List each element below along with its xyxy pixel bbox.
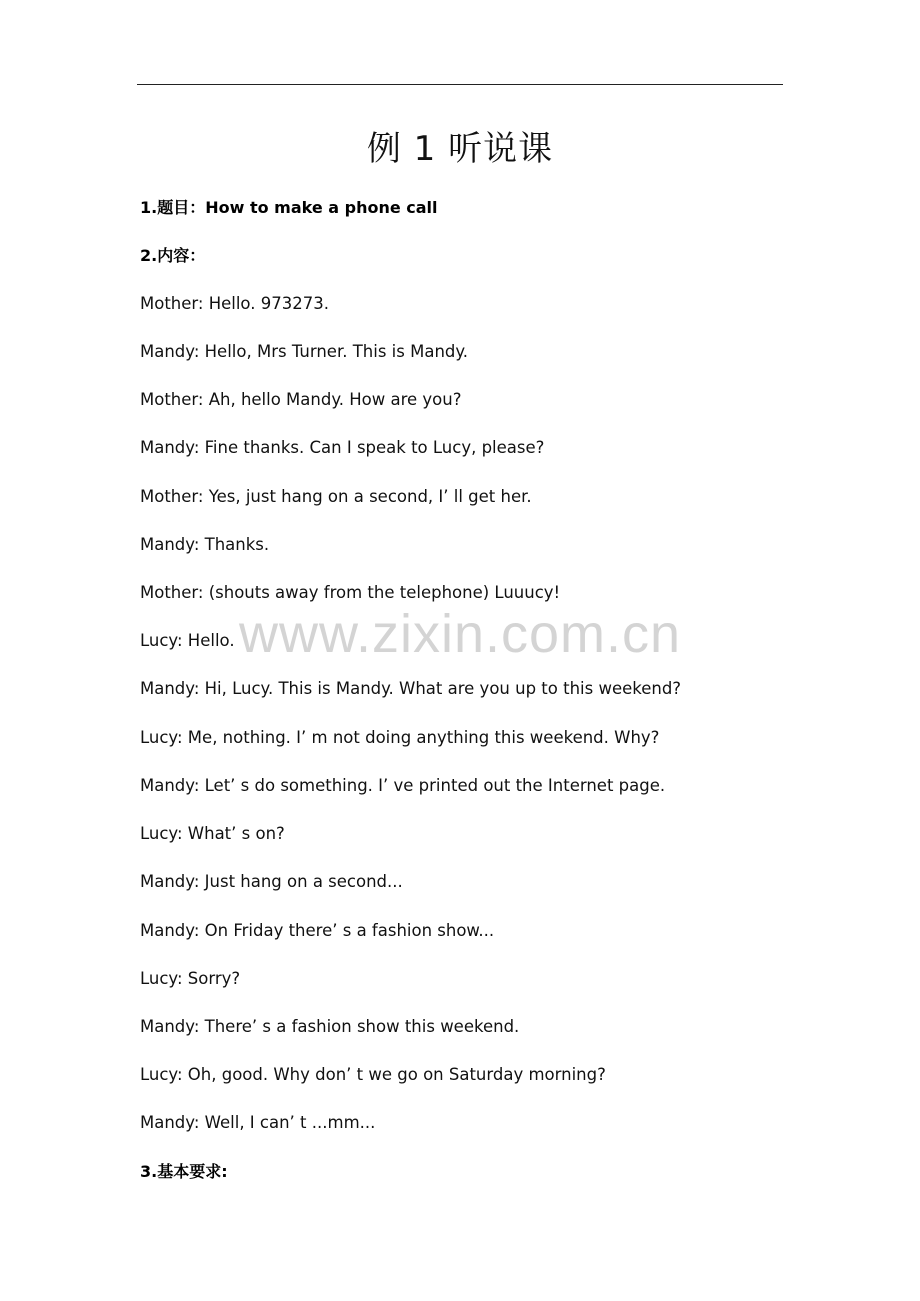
dialogue-line: Mandy: Let’ s do something. I’ ve printed out the Internet page.	[140, 776, 666, 795]
dialogue-line: Mandy: Fine thanks. Can I speak to Lucy, please?	[140, 438, 545, 457]
header-rule	[137, 84, 783, 85]
dialogue-line: Mother: Hello. 973273.	[140, 294, 329, 313]
section-content-heading: 2.内容：	[140, 246, 206, 265]
dialogue-line: Mother: Yes, just hang on a second, I’ ll get her.	[140, 487, 532, 506]
watermark: www.zixin.com.cn	[238, 604, 682, 664]
dialogue-line: Lucy: Oh, good. Why don’ t we go on Saturday morning?	[140, 1065, 606, 1084]
section-topic-heading: 1.题目：How to make a phone call	[140, 198, 438, 217]
dialogue-line: Mandy: Just hang on a second...	[140, 872, 403, 891]
section-requirements-heading: 3.基本要求:	[140, 1162, 228, 1181]
dialogue-line: Lucy: Me, nothing. I’ m not doing anything this weekend. Why?	[140, 728, 660, 747]
dialogue-line: Lucy: Hello.	[140, 631, 235, 650]
dialogue-line: Lucy: Sorry?	[140, 969, 241, 988]
dialogue-line: Mandy: Hello, Mrs Turner. This is Mandy.	[140, 342, 469, 361]
page-title: 例 1 听说课	[366, 129, 554, 169]
dialogue-line: Mandy: On Friday there’ s a fashion show...	[140, 921, 495, 940]
dialogue-line: Lucy: What’ s on?	[140, 824, 285, 843]
dialogue-line: Mandy: Thanks.	[140, 535, 270, 554]
dialogue-line: Mandy: Well, I can’ t ...mm...	[140, 1113, 376, 1132]
dialogue-line: Mother: (shouts away from the telephone) Luuucy!	[140, 583, 561, 602]
dialogue-line: Mother: Ah, hello Mandy. How are you?	[140, 390, 462, 409]
dialogue-line: Mandy: There’ s a fashion show this weekend.	[140, 1017, 520, 1036]
dialogue-line: Mandy: Hi, Lucy. This is Mandy. What are you up to this weekend?	[140, 679, 682, 698]
